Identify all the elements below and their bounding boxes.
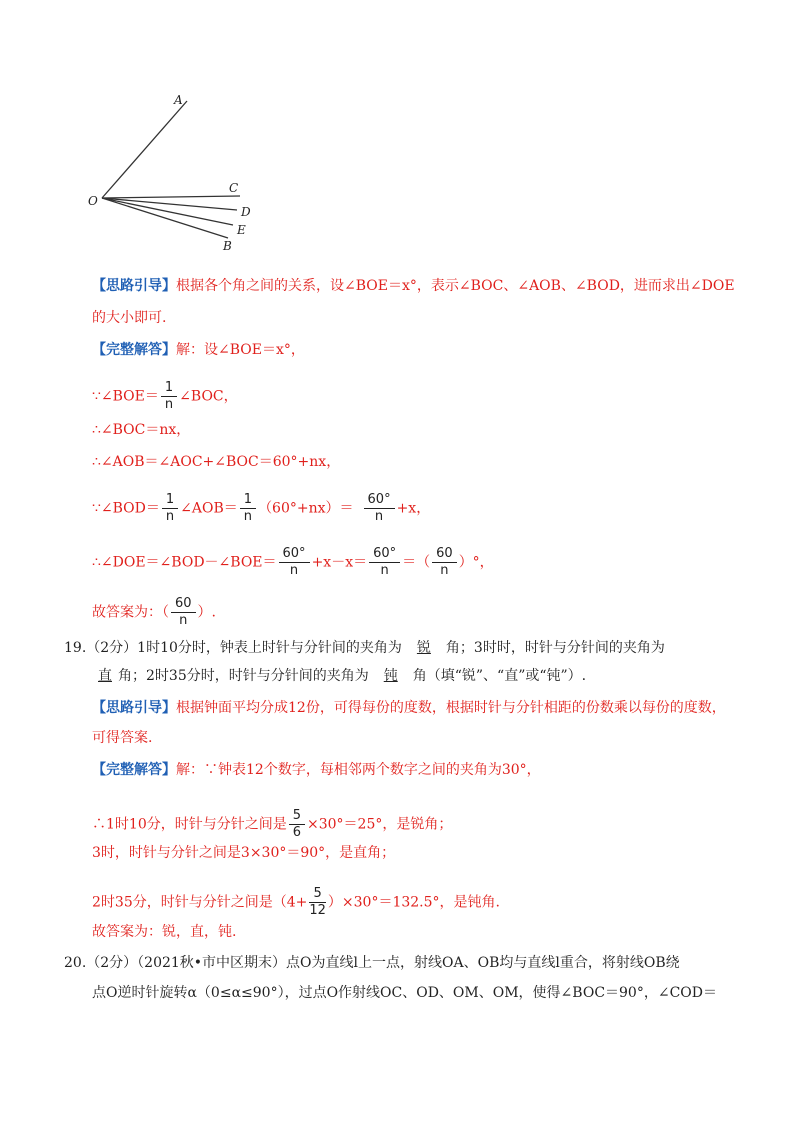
fraction bbox=[369, 546, 400, 579]
q18-step-5 bbox=[92, 546, 494, 579]
q19-step-3-pre: 2时35分，时针与分针之间是（4+ bbox=[92, 894, 308, 911]
q18-step-1-pre: ∵∠BOE＝ bbox=[92, 388, 159, 405]
q19-answer: 故答案为：锐，直，钝. bbox=[92, 924, 237, 940]
q19-solution-tag: 【完整解答】 bbox=[92, 762, 176, 778]
angle-figure bbox=[85, 92, 265, 257]
q19-step-1-post: ×30°＝25°，是锐角； bbox=[307, 816, 453, 833]
q19-stem-1b: 角；3时时，时针与分针间的夹角为 bbox=[445, 640, 665, 656]
q18-step-4-mid-1: ∠AOB＝ bbox=[180, 500, 238, 517]
fraction-num: 5 bbox=[289, 808, 305, 825]
fraction-num: 60° bbox=[364, 492, 395, 509]
fraction-den: 6 bbox=[292, 825, 302, 840]
q18-hint-line-1 bbox=[92, 276, 735, 296]
q19-blank-2: 直 bbox=[98, 668, 112, 684]
q19-hint-tag: 【思路引导】 bbox=[92, 700, 176, 716]
q20-number: 20. bbox=[64, 955, 87, 971]
fraction-num: 1 bbox=[162, 492, 178, 509]
q19-number: 19. bbox=[64, 640, 87, 656]
fraction bbox=[289, 808, 305, 841]
q18-hint-line-2: 的大小即可. bbox=[92, 310, 167, 326]
q18-answer-pre: 故答案为：（ bbox=[92, 604, 169, 621]
fraction-num: 60° bbox=[369, 546, 400, 563]
fraction-den: n bbox=[165, 509, 175, 524]
q18-step-4 bbox=[92, 492, 430, 525]
fraction bbox=[161, 380, 177, 413]
fraction-num: 60° bbox=[279, 546, 310, 563]
q18-hint-text-1: 根据各个角之间的关系，设∠BOE＝x°，表示∠BOC、∠AOB、∠BOD，进而求出∠DOE bbox=[176, 278, 735, 294]
label-o: O bbox=[88, 194, 98, 208]
q18-step-5-pre: ∴∠DOE＝∠BOD－∠BOE＝ bbox=[92, 554, 277, 571]
q18-step-1 bbox=[92, 380, 238, 413]
q19-step-3 bbox=[92, 886, 500, 919]
q19-stem-line-2 bbox=[92, 666, 586, 686]
q19-stem-1a: （2分）1时10分时，钟表上时针与分针间的夹角为 bbox=[86, 640, 402, 656]
q19-step-1-pre: ∴1时10分，时针与分针之间是 bbox=[92, 816, 287, 833]
fraction bbox=[279, 546, 310, 579]
q18-step-4-pre: ∵∠BOD＝ bbox=[92, 500, 160, 517]
q18-step-5-post: ）°， bbox=[458, 554, 494, 571]
q19-blank-1: 锐 bbox=[416, 640, 431, 656]
q19-step-1 bbox=[92, 808, 452, 841]
fraction bbox=[309, 886, 326, 919]
fraction-num: 5 bbox=[309, 886, 326, 903]
q19-solution-intro-text: 解：∵钟表12个数字，每相邻两个数字之间的夹角为30°， bbox=[176, 762, 541, 778]
label-c: C bbox=[229, 181, 239, 195]
label-e: E bbox=[237, 223, 246, 237]
q18-answer bbox=[92, 596, 216, 629]
fraction-den: n bbox=[374, 509, 384, 524]
q19-hint-text-1: 根据钟面平均分成12份，可得每份的度数，根据时针与分针相距的份数乘以每份的度数， bbox=[176, 700, 726, 716]
fraction bbox=[171, 596, 196, 629]
fraction-num: 1 bbox=[161, 380, 177, 397]
q19-stem-line-1 bbox=[64, 638, 665, 658]
fraction-den: 12 bbox=[309, 903, 326, 918]
q18-step-1-post: ∠BOC， bbox=[179, 388, 238, 405]
label-a: A bbox=[174, 93, 183, 107]
fraction-den: n bbox=[440, 563, 449, 578]
fraction bbox=[364, 492, 395, 525]
q19-blank-3: 钝 bbox=[383, 668, 398, 684]
q18-solution-intro bbox=[92, 340, 305, 360]
fraction bbox=[432, 546, 457, 579]
q18-step-4-post: +x， bbox=[396, 500, 431, 517]
fraction-den: n bbox=[179, 613, 188, 628]
fraction-den: n bbox=[243, 509, 253, 524]
q18-step-2: ∴∠BOC＝nx， bbox=[92, 422, 191, 438]
q18-solution-intro-text: 解：设∠BOE＝x°， bbox=[176, 342, 305, 358]
fraction-den: n bbox=[289, 563, 299, 578]
label-d: D bbox=[241, 205, 251, 219]
label-b: B bbox=[223, 239, 232, 253]
q18-step-4-mid-2: （60°+nx）＝ bbox=[258, 500, 354, 517]
q18-hint-tag: 【思路引导】 bbox=[92, 278, 176, 294]
q20-stem-line-2: 点O逆时针旋转α（0≤α≤90°），过点O作射线OC、OD、OM、OM，使得∠BOC＝90°，∠COD＝ bbox=[92, 985, 717, 1001]
q20-stem-1: （2分）（2021秋•市中区期末）点O为直线l上一点，射线OA、OB均与直线l重合，将射线OB绕 bbox=[86, 955, 680, 971]
q20-stem-line-1 bbox=[64, 953, 680, 973]
q18-answer-post: ）. bbox=[197, 604, 216, 621]
fraction bbox=[240, 492, 256, 525]
fraction-num: 60 bbox=[432, 546, 457, 563]
q19-solution-intro bbox=[92, 760, 541, 780]
q19-step-3-post: ）×30°＝132.5°，是钝角. bbox=[327, 894, 500, 911]
fraction-num: 1 bbox=[240, 492, 256, 509]
q19-step-2: 3时，时针与分针之间是3×30°＝90°，是直角； bbox=[92, 845, 396, 861]
q19-hint-line-2: 可得答案. bbox=[92, 730, 153, 746]
fraction-den: n bbox=[164, 397, 174, 412]
fraction-num: 60 bbox=[171, 596, 196, 613]
fraction-den: n bbox=[380, 563, 389, 578]
q18-step-3: ∴∠AOB＝∠AOC+∠BOC＝60°+nx， bbox=[92, 454, 341, 470]
q18-solution-tag: 【完整解答】 bbox=[92, 342, 176, 358]
q19-stem-2a: 角；2时35分时，时针与分针间的夹角为 bbox=[118, 668, 369, 684]
fraction bbox=[162, 492, 178, 525]
q18-step-5-mid-2: ＝（ bbox=[402, 554, 431, 571]
q18-step-5-mid-1: +x－x＝ bbox=[311, 554, 368, 571]
q19-hint-line-1 bbox=[92, 698, 726, 718]
q19-stem-2b: 角（填“锐”、“直”或“钝”）. bbox=[412, 668, 587, 684]
